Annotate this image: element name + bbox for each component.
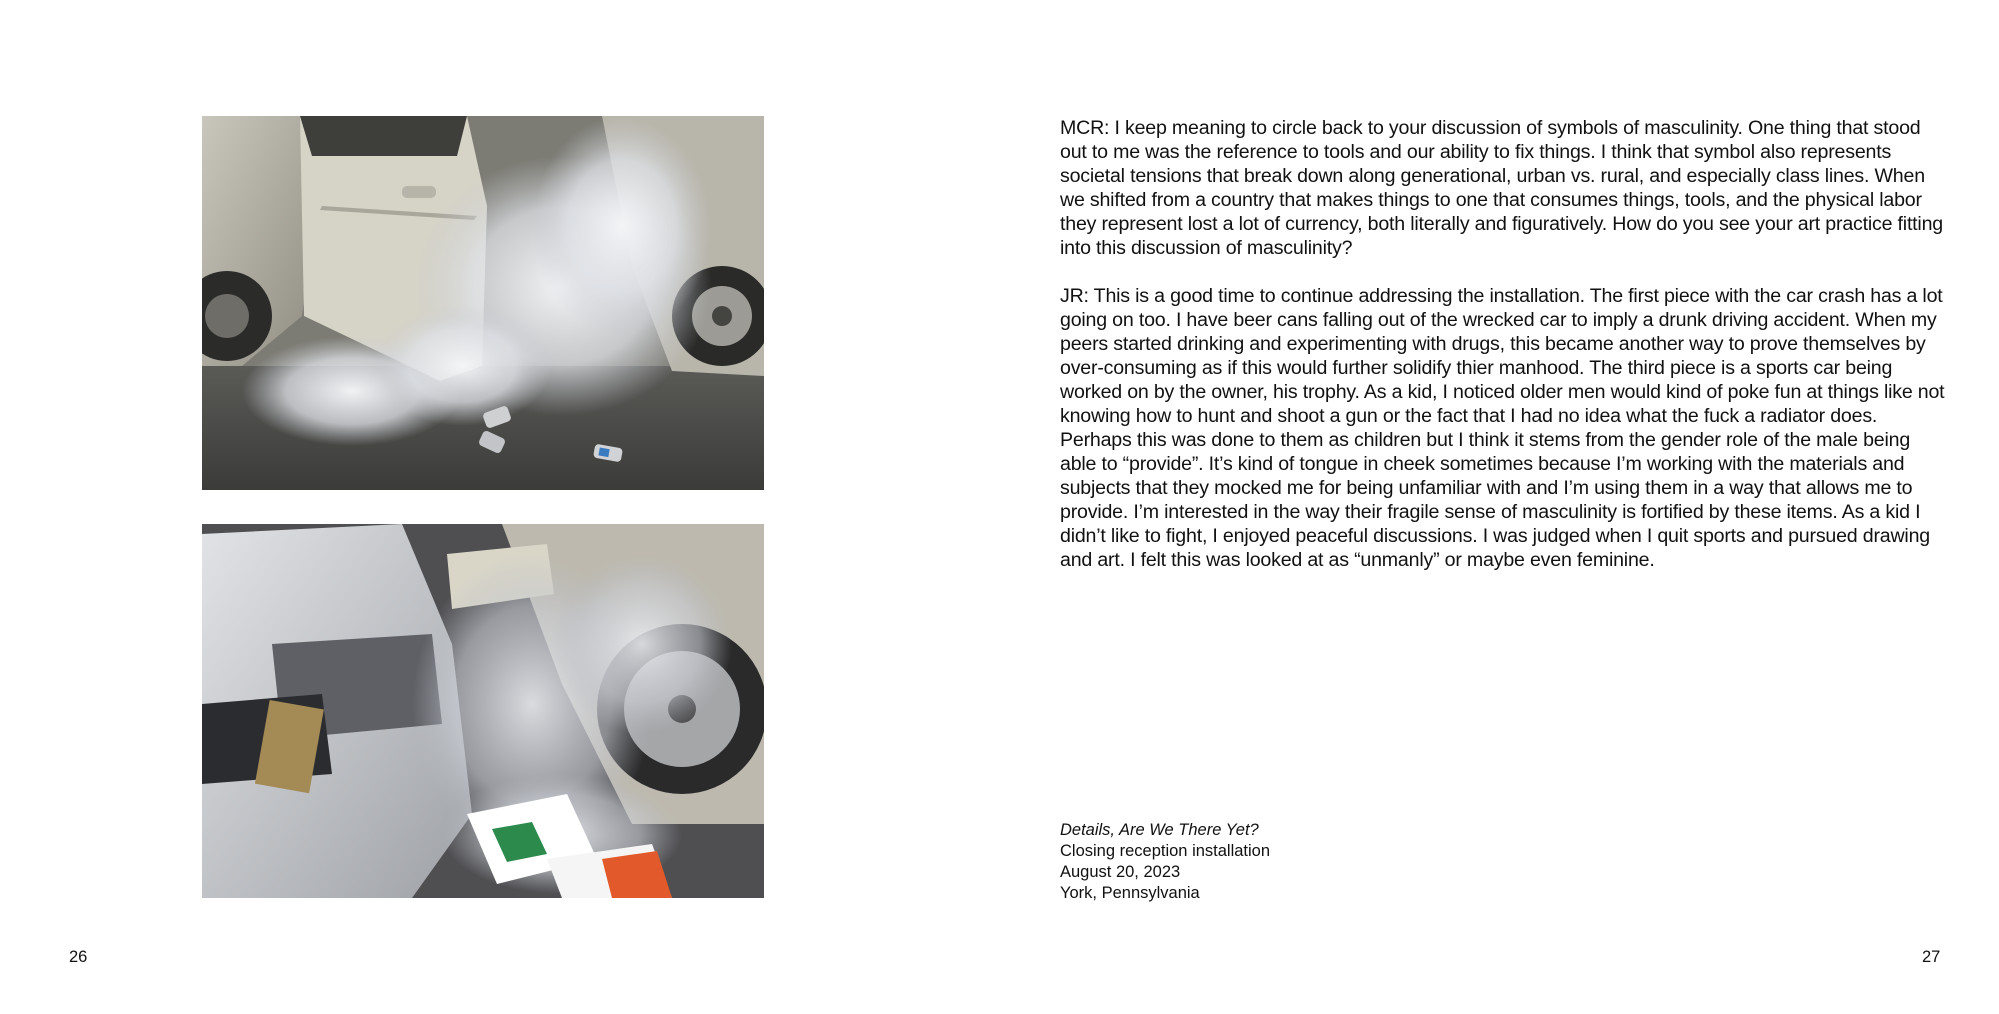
photo-caption (1060, 820, 1560, 904)
interview-paragraph-jr: JR: This is a good time to continue addressing the installation. The first piece with the car crash has a lot going on too. I have beer cans falling out of the wrecked car to imply a drunk driving accident. When my peers started drinking and experimenting with drugs, this became another way to prove themselves by over-consuming as if this would further solidify thier manhood. The third piece is a sports car being worked on by the owner, his trophy. As a kid, I noticed older men would kind of poke fun at things like not knowing how to hunt and shoot a gun or the fact that I had no idea what the fuck a radiator does. Perhaps this was done to them as children but I think it stems from the gender role of the male being able to “provide”. It’s kind of tongue in cheek sometimes because I’m working with the materials and subjects that they mocked me for being unfamiliar with and I’m using them in a way that allows me to provide. I’m interested in the way their fragile sense of masculinity is fortified by these items. As a kid I didn’t like to fight, I enjoyed peaceful discussions. I was judged when I quit sports and pursued drawing and art. I felt this was looked at as “unmanly” or maybe even feminine. (1060, 285, 1945, 571)
photo-car-door-smoke (202, 116, 764, 490)
page-number-left: 26 (69, 948, 88, 966)
interview-paragraph-mcr: MCR: I keep meaning to circle back to your discussion of symbols of masculinity. One thing that stood out to me was the reference to tools and our ability to fix things. I think that symbol also represents societal tensions that break down along generational, urban vs. rural, and especially class lines. When we shifted from a country that makes things to one that consumes things, tools, and the physical labor they represent lost a lot of currency, both literally and figuratively. How do you see your art practice fitting into this discussion of masculinity? (1060, 117, 1943, 259)
photo-car-crash-smoke-icon (202, 524, 764, 898)
caption-location: York, Pennsylvania (1060, 884, 1200, 902)
caption-title: Details, Are We There Yet? (1060, 821, 1259, 839)
page-number-right: 27 (1922, 948, 1941, 966)
photo-car-crash-smoke (202, 524, 764, 898)
interview-text (1060, 116, 1950, 596)
caption-date: August 20, 2023 (1060, 863, 1181, 881)
caption-event: Closing reception installation (1060, 842, 1271, 860)
photo-car-door-smoke-icon (202, 116, 764, 490)
